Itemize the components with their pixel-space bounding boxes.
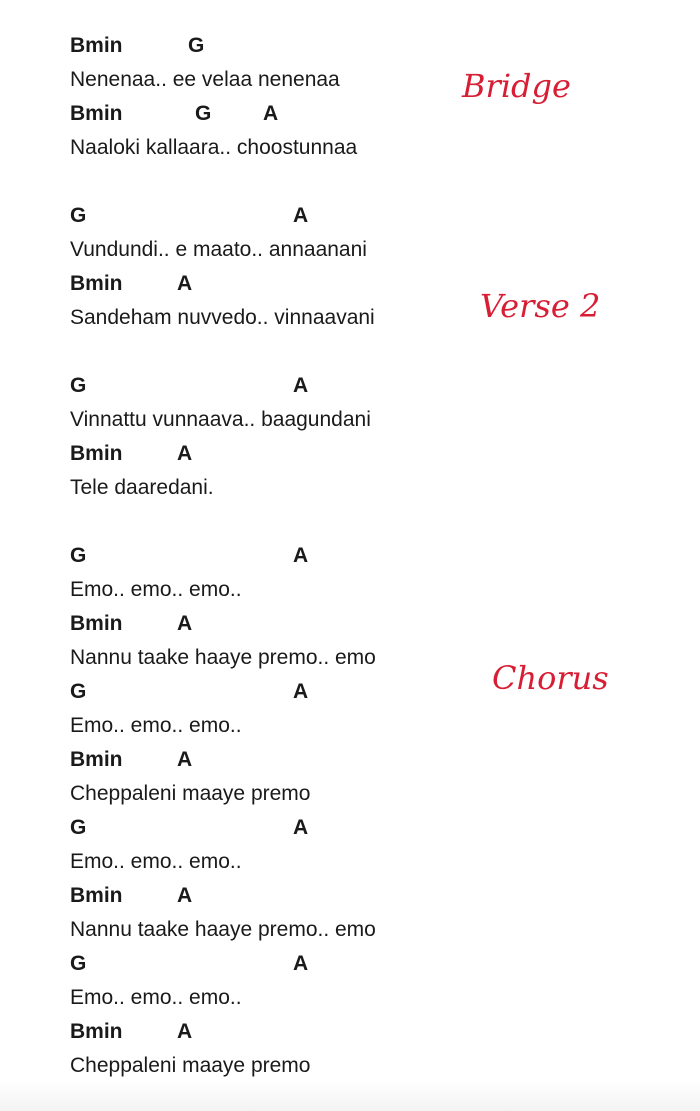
chord-a: A: [293, 952, 309, 975]
chord-a: A: [293, 374, 309, 397]
chord-g: G: [70, 952, 87, 975]
lyric-text: Cheppaleni maaye premo: [70, 1054, 311, 1077]
chord-g: G: [70, 816, 87, 839]
chord-a: A: [263, 102, 279, 125]
lyric-text: Emo.. emo.. emo..: [70, 714, 242, 737]
chord-bmin: Bmin: [70, 748, 123, 771]
chord-bmin: Bmin: [70, 612, 123, 635]
lyric-text: Cheppaleni maaye premo: [70, 782, 311, 805]
chord-a: A: [293, 544, 309, 567]
lyric-text: Vundundi.. e maato.. annaanani: [70, 238, 367, 261]
chord-a: A: [293, 816, 309, 839]
chord-g: G: [70, 204, 87, 227]
chord-a: A: [177, 612, 193, 635]
lyric-text: Emo.. emo.. emo..: [70, 850, 242, 873]
lyric-text: Naaloki kallaara.. choostunnaa: [70, 136, 358, 159]
lyric-text: Nannu taake haaye premo.. emo: [70, 646, 376, 669]
chord-g: G: [188, 34, 205, 57]
chord-a: A: [293, 204, 309, 227]
chord-g: G: [195, 102, 212, 125]
chord-g: G: [70, 374, 87, 397]
chord-a: A: [177, 884, 193, 907]
chord-bmin: Bmin: [70, 102, 123, 125]
chord-a: A: [177, 748, 193, 771]
chord-bmin: Bmin: [70, 272, 123, 295]
lyric-text: Vinnattu vunnaava.. baagundani: [70, 408, 371, 431]
chord-a: A: [177, 442, 193, 465]
lyric-text: Emo.. emo.. emo..: [70, 578, 242, 601]
lyric-text: Sandeham nuvvedo.. vinnaavani: [70, 306, 375, 329]
chord-bmin: Bmin: [70, 442, 123, 465]
chord-bmin: Bmin: [70, 34, 123, 57]
chord-bmin: Bmin: [70, 1020, 123, 1043]
chord-a: A: [177, 272, 193, 295]
chord-bmin: Bmin: [70, 884, 123, 907]
annotation-bridge: Bridge: [462, 67, 571, 105]
lyric-text: Nenenaa.. ee velaa nenenaa: [70, 68, 340, 91]
chord-g: G: [70, 680, 87, 703]
chord-g: G: [70, 544, 87, 567]
lyric-text: Emo.. emo.. emo..: [70, 986, 242, 1009]
lyric-text: Nannu taake haaye premo.. emo: [70, 918, 376, 941]
chord-a: A: [177, 1020, 193, 1043]
annotation-chorus: Chorus: [492, 659, 609, 697]
bottom-shade: [0, 1081, 700, 1111]
annotation-verse-2: Verse 2: [480, 287, 601, 325]
chord-a: A: [293, 680, 309, 703]
lyric-text: Tele daaredani.: [70, 476, 214, 499]
